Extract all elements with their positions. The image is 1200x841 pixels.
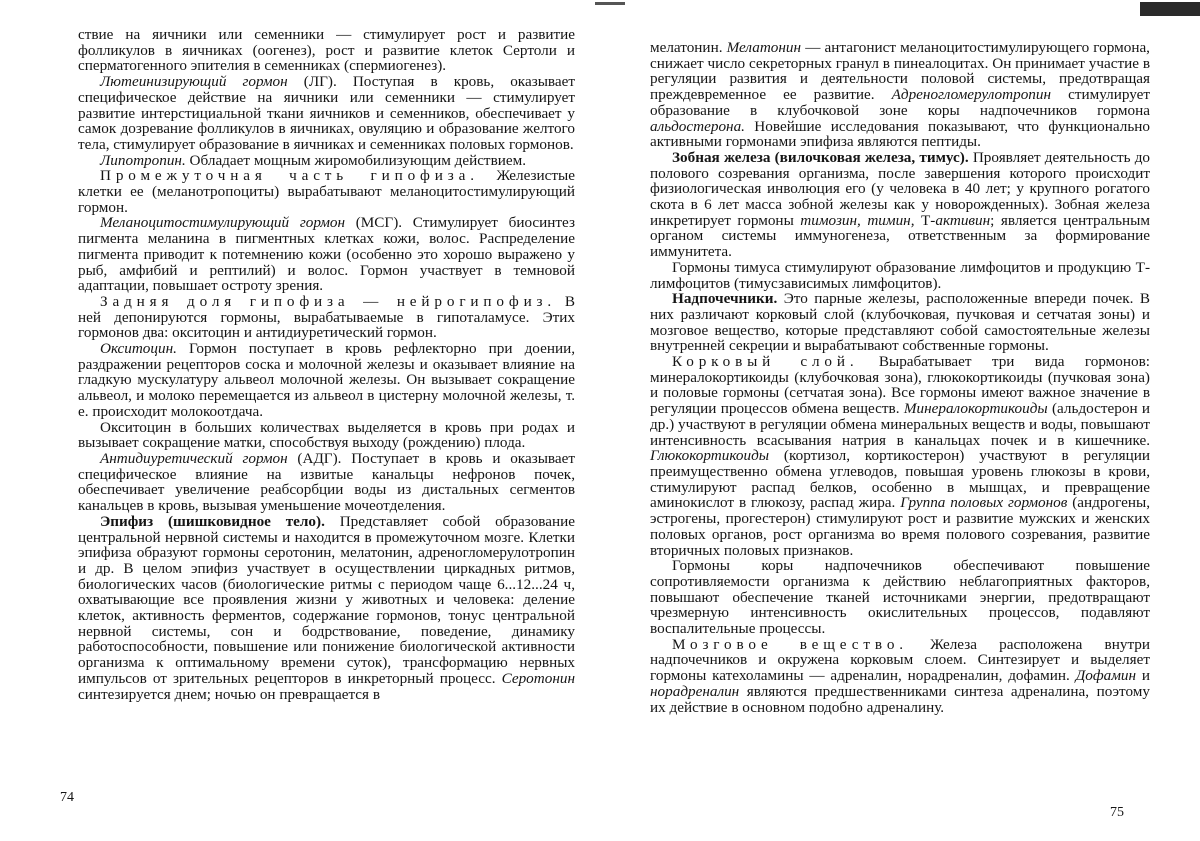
emphasized-term: норадреналин [650,682,740,700]
text-run: стимулирует образование в клубочковой зоне коры надпочечников гормона [650,86,1150,119]
emphasized-term: Мозговое вещество. [672,635,908,653]
section-heading: Зобная железа (вилочковая железа, тимус). [672,148,969,166]
emphasized-term: Серотонин [501,669,575,687]
paragraph [78,74,575,153]
emphasized-term: Минералокортикоиды [903,400,1048,418]
paragraph [78,514,575,702]
text-run: (кортизол, кортикостерон) участвуют в регуляции преимущественно обмена углеводов, повышая уровень глюкозы в крови, стимулируют распад белков, особенно в мышцах, и превращение аминокислот в глюкозу, распад жира. [650,447,1150,512]
paragraph [78,451,575,514]
left-text-column [78,27,575,702]
paragraph [78,153,575,169]
text-run: Вырабатывает три вида гормонов: минералокортикоиды (клубочковая зона), глюкокортикоиды (пучковая зона) и половые гормоны (сетчатая зона). Все гормоны имеют важное значение в регуляции процессов обмена веществ. [650,353,1150,418]
emphasized-term: Промежуточная часть гипофиза. [100,167,479,185]
emphasized-term: Лютеинизирующий гормон [100,73,288,91]
emphasized-term: Дофамин [1075,667,1137,685]
section-heading: Надпочечники. [672,290,778,308]
text-run: мелатонин. [650,39,727,56]
emphasized-term: Липотропин. [100,151,186,169]
text-run: синтезируется днем; ночью он превращается в [78,685,380,703]
emphasized-term: Задняя доля гипофиза — нейрогипофиз. [100,292,557,310]
text-run: Железа расположена внутри надпочечников и окружена корковым слоем. Синтезирует и выделяет гормоны катехоламины — адреналин, норадреналин, дофамин. [650,635,1150,685]
text-run: В ней депонируются гормоны, вырабатываемые в гипоталамусе. Этих гормонов два: окситоцин и антидиуретический гормон. [78,292,576,342]
emphasized-term: Окситоцин. [100,340,177,358]
paragraph [650,354,1150,558]
text-run: (АДГ). Поступает в кровь и оказывает специфическое влияние на извитые канальцы нефронов почек, обеспечивает увеличение реабсорбции воды из дистальных сегментов канальцев в кровь, вызывая уменьшение мочеотделения. [78,449,575,515]
text-run: ; является центральным органом системы иммуногенеза, ответственным за формирование иммунитета. [650,211,1150,261]
text-run: — антагонист меланоцитостимулирующего гормона, снижает число секреторных гранул в пинеалоцитах. Он принимает участие в регуляции развития и деятельности половой системы, предотвращая преждевременное ее развитие. [650,39,1150,104]
paragraph [650,291,1150,354]
paragraph [78,420,575,451]
text-run: Новейшие исследования показывают, что функционально активными гормонами эпифиза являются пептиды. [650,117,1150,151]
emphasized-term: активин [935,211,991,229]
right-page-number: 75 [1110,805,1124,820]
text-run: являются предшественниками синтеза адреналина, поэтому их действие в основном подобно адреналину. [650,682,1150,716]
text-run: Это парные железы, расположенные впереди почек. В них различают корковый слой (клубочковая, пучковая и сетчатая зоны) и мозговое вещество, которые представляют собой самостоятельные железы внутренней секреции и вырабатывают собственные гормоны. [650,290,1150,355]
text-run: Т- [914,211,936,229]
paragraph [650,637,1150,716]
emphasized-term: альдостерона. [650,117,745,135]
paragraph [650,40,1150,150]
text-run: ствие на яичники или семенники — стимулирует рост и развитие фолликулов в яичниках (оогенез), рост и развитие клеток Сертоли и сперматогенного эпителия в семенниках (спермиогенез). [78,26,575,75]
text-run: Железистые клетки ее (меланотропоциты) вырабатывают меланоцитостимулирующий гормон. [78,167,575,216]
text-run: Проявляет деятельность до полового созревания организма, после завершения которого происходит физиологическая инволюция его (у человека в 40 лет; у крупного рогатого скота в 6 лет масса зобной железы как у новорожденных). Зобная железа инкретирует гормоны [650,148,1151,229]
paragraph [78,341,575,420]
paragraph [78,168,575,215]
emphasized-term: Меланоцитостимулирующий гормон [100,214,346,232]
paragraph [650,260,1150,291]
emphasized-term: Адреногломерулотропин [891,86,1052,104]
paragraph [78,27,575,74]
paragraph [78,294,575,341]
left-page-number: 74 [60,790,74,805]
emphasized-term: Группа половых гормонов [900,494,1068,512]
paragraph [78,215,575,294]
emphasized-term: тимозин, тимин, [800,211,915,229]
text-run: (андрогены, эстрогены, прогестерон) стимулируют рост и развитие мужских и женских половых органов, рост организма во время полового созревания, развитие вторичных половых признаков. [650,494,1150,559]
text-run: (МСГ). Стимулирует биосинтез пигмента меланина в пигментных клетках кожи, волос. Распределение пигмента приводит к потемнению кожи (особенно это хорошо выражено у рыб, амфибий и рептилий) и волос. Гормон участвует в темновой адаптации, повышает остроту зрения. [78,214,575,295]
text-run: (альдостерон и др.) участвуют в регуляции обмена минеральных веществ и воды, повышают интенсивность всасывания натрия в канальцах почек и в кишечнике. [650,400,1151,449]
text-run: Гормоны тимуса стимулируют образование лимфоцитов и продукцию Т-лимфоцитов (тимусзависимых лимфоцитов). [650,258,1150,292]
emphasized-term: Мелатонин [726,39,802,56]
right-page [600,0,1200,841]
paragraph [650,558,1150,637]
emphasized-term: Антидиуретический гормон [100,449,288,467]
paragraph [650,150,1150,260]
section-heading: Эпифиз (шишковидное тело). [100,512,325,530]
text-run: (ЛГ). Поступая в кровь, оказывает специфическое действие на яичники или семенники — стимулирует развитие интерстициальной ткани яичников и семенников, обеспечивает у самок дозревание фолликулов в яичниках, овуляцию и образование желтого тела, стимулирует образование в яичниках и семенниках половых гормонов. [78,73,575,153]
right-text-column [650,40,1150,715]
emphasized-term: Глюкокортикоиды [650,447,770,465]
text-run: Гормоны коры надпочечников обеспечивают повышение сопротивляемости организма к действию неблагоприятных факторов, повышают обеспечение тканей источниками энергии, предотвращают чрезмерную интенсивность окислительных процессов, подавляют воспалительные процессы. [650,557,1150,638]
text-run: и [1136,667,1150,685]
text-run: Обладает мощным жиромобилизующим действием. [185,151,527,169]
emphasized-term: Корковый слой. [672,353,859,371]
text-run: Гормон поступает в кровь рефлекторно при доении, раздражении рецепторов соска и молочной железы и оказывает влияние на гладкую мускулатуру альвеол молочной железы. Он вызывает сокращение альвеол, и молоко перемещается из альвеол в цистерну молочной железы, т. е. происходит молокоотдача. [78,340,575,420]
text-run: Представляет собой образование центральной нервной системы и находится в промежуточном мозге. Клетки эпифиза образуют гормоны серотонин, мелатонин, адреногломерулотропин и др. В целом эпифиз участвует в осуществлении циркадных ритмов, биологических часов (биологические ритмы с периодом чаще 6...12...24 ч, охватывающие все проявления жизни у животных и человека: деление клеток, активность ферментов, содержание гормонов, тонус центральной нервной системы, сон и бодрствование, поведение, динамику работоспособности, повышение или понижение биологической активности организма к оптимальному времени суток), трансформацию нервных импульсов от зрительных рецепторов в инкреторный процесс. [78,512,575,687]
text-run: Окситоцин в больших количествах выделяется в кровь при родах и вызывает сокращение матки, способствуя выходу (рождению) плода. [78,418,575,452]
